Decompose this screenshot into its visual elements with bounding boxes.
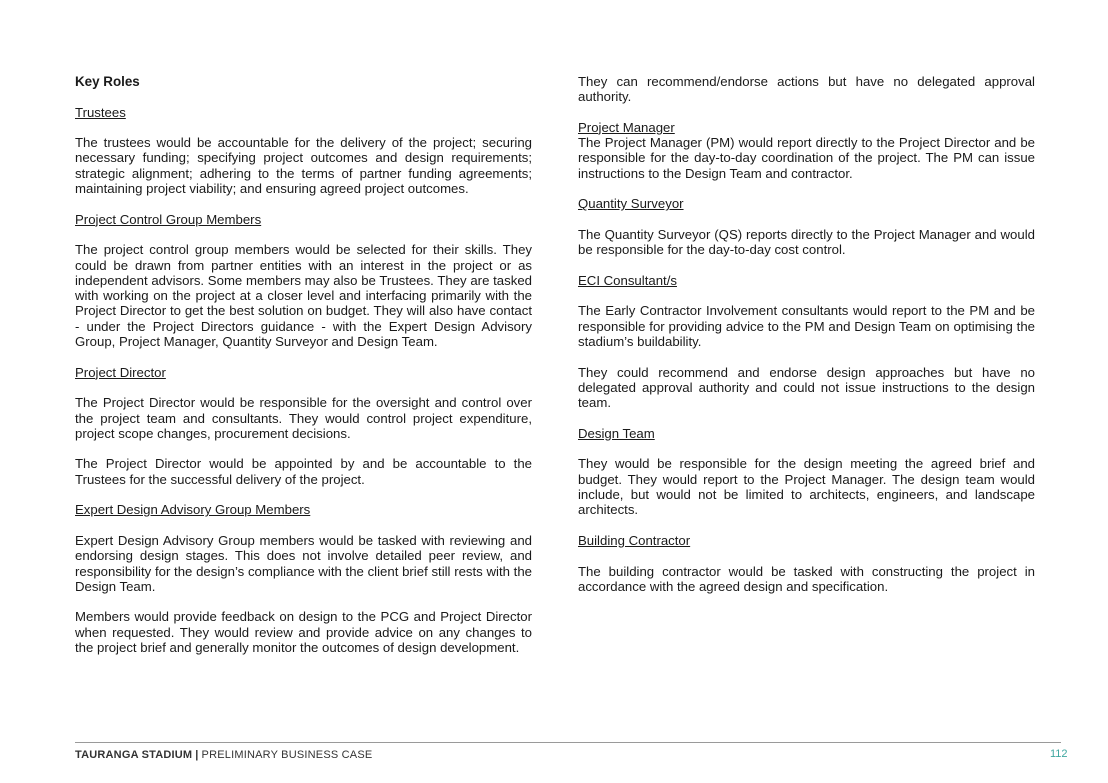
project-manager-paragraph: The Project Manager (PM) would report directly to the Project Director and be responsible for the day-to-day coordination of the project. The PM can issue instructions to the Design Team and contractor.: [578, 135, 1035, 181]
footer-doc-title: PRELIMINARY BUSINESS CASE: [201, 749, 373, 761]
section-title-project-director: Project Director: [75, 364, 166, 380]
project-director-paragraph-1: The Project Director would be responsible for the oversight and control over the project team and consultants. They would control project expenditure, project scope changes, procurement decisions.: [75, 395, 532, 441]
edag-paragraph-1: Expert Design Advisory Group members would be tasked with reviewing and endorsing design stages. This does not involve detailed peer review, and responsibility for the design’s compliance with the client brief still rests with the Design Team.: [75, 532, 532, 594]
page-number: 112: [1050, 748, 1068, 760]
edag-continued-paragraph: They can recommend/endorse actions but have no delegated approval authority.: [578, 74, 1035, 105]
pcg-members-paragraph: The project control group members would be selected for their skills. They could be drawn from partner entities with an interest in the project or as independent advisors. Some members may also be Trustees. They are tasked with working on the project at a closer level and interfacing primarily with the Project Director to get the best solution on budget. They will also have contact - under the Project Directors guidance - with the Expert Design Advisory Group, Project Manager, Quantity Surveyor and Design Team.: [75, 242, 532, 350]
right-column: [578, 74, 1035, 609]
edag-paragraph-2: Members would provide feedback on design to the PCG and Project Director when requested. They would review and provide advice on any changes to the project brief and generally monitor the outcomes of design development.: [75, 609, 532, 655]
quantity-surveyor-paragraph: The Quantity Surveyor (QS) reports directly to the Project Manager and would be responsible for the day-to-day cost control.: [578, 226, 1035, 258]
section-title-pcg-members: Project Control Group Members: [75, 211, 262, 227]
design-team-paragraph: They would be responsible for the design meeting the agreed brief and budget. They would report to the Project Manager. The design team would include, but would not be limited to architects, engineers, and landscape architects.: [578, 456, 1035, 518]
trustees-paragraph: The trustees would be accountable for the delivery of the project; securing necessary funding; specifying project outcomes and design requirements; strategic alignment; adhering to the terms of partner funding agreements; maintaining project viability; and ensuring agreed project outcomes.: [75, 135, 532, 197]
footer-brand: TAURANGA STADIUM: [75, 749, 193, 761]
footer-separator: |: [195, 749, 199, 761]
left-column: [75, 74, 532, 671]
section-title-edag-members: Expert Design Advisory Group Members: [75, 502, 311, 518]
footer-divider: [75, 742, 1061, 743]
section-title-building-contractor: Building Contractor: [578, 532, 691, 548]
section-title-design-team: Design Team: [578, 425, 655, 441]
key-roles-heading: Key Roles: [75, 74, 140, 89]
section-title-eci-consultants: ECI Consultant/s: [578, 272, 677, 288]
footer: [75, 749, 372, 761]
eci-paragraph-2: They could recommend and endorse design approaches but have no delegated approval authority and could not issue instructions to the design team.: [578, 364, 1035, 411]
section-title-quantity-surveyor: Quantity Surveyor: [578, 196, 684, 212]
building-contractor-paragraph: The building contractor would be tasked with constructing the project in accordance with the agreed design and specification.: [578, 563, 1035, 594]
section-title-trustees: Trustees: [75, 104, 126, 120]
project-director-paragraph-2: The Project Director would be appointed by and be accountable to the Trustees for the successful delivery of the project.: [75, 456, 532, 487]
eci-paragraph-1: The Early Contractor Involvement consultants would report to the PM and be responsible for providing advice to the PM and Design Team on optimising the stadium’s buildability.: [578, 303, 1035, 350]
section-title-project-manager: Project Manager: [578, 119, 675, 135]
